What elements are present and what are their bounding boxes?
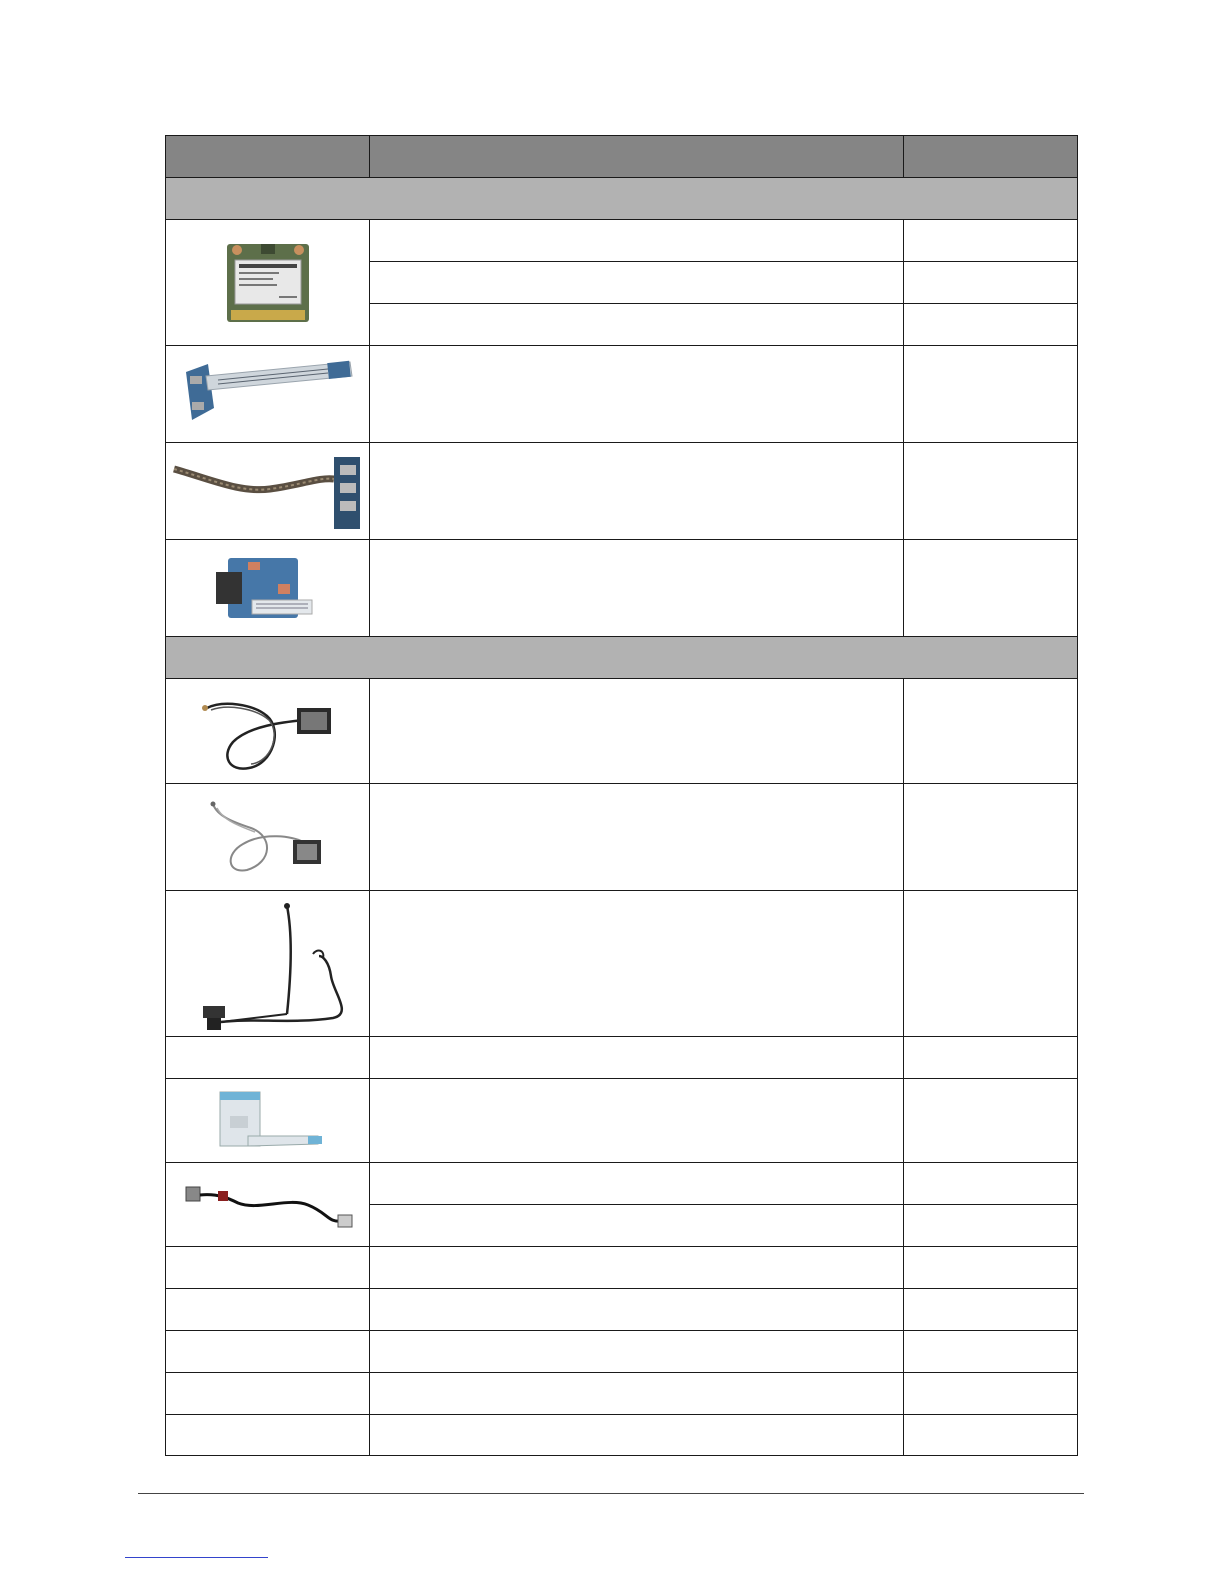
table-row: [166, 1331, 1078, 1373]
header-cell: [166, 136, 370, 178]
table-row: [166, 784, 1078, 891]
image-cell: [166, 1247, 370, 1289]
table-row: [166, 1373, 1078, 1415]
table-row: [166, 891, 1078, 1037]
image-cell: [166, 1079, 370, 1163]
image-cell: [166, 1331, 370, 1373]
part-number-cell: [904, 1373, 1078, 1415]
image-cell: [166, 784, 370, 891]
part-number-cell: [904, 1415, 1078, 1456]
usb-board-with-cable-image: [170, 449, 366, 533]
antenna-cable-image: [183, 896, 353, 1032]
description-cell: [370, 1373, 904, 1415]
section-cell: [166, 178, 1078, 220]
image-cell: [166, 540, 370, 637]
dc-in-cable-image: [178, 1175, 358, 1235]
part-number-cell: [904, 1205, 1078, 1247]
table-row: [166, 679, 1078, 784]
image-cell: [166, 1289, 370, 1331]
part-number-cell: [904, 346, 1078, 443]
description-cell: [370, 346, 904, 443]
description-cell: [370, 540, 904, 637]
description-cell: [370, 304, 904, 346]
part-number-cell: [904, 443, 1078, 540]
table-row: [166, 1079, 1078, 1163]
part-number-cell: [904, 1079, 1078, 1163]
section-row: [166, 178, 1078, 220]
part-number-cell: [904, 1037, 1078, 1079]
part-number-cell: [904, 220, 1078, 262]
image-cell: [166, 891, 370, 1037]
image-cell: [166, 1373, 370, 1415]
odd-board-with-ffc-image: [208, 548, 328, 628]
description-cell: [370, 443, 904, 540]
description-cell: [370, 1037, 904, 1079]
header-cell: [370, 136, 904, 178]
description-cell: [370, 1205, 904, 1247]
part-number-cell: [904, 1247, 1078, 1289]
description-cell: [370, 1289, 904, 1331]
table-row: [166, 443, 1078, 540]
image-cell: [166, 220, 370, 346]
part-number-cell: [904, 1163, 1078, 1205]
part-number-cell: [904, 891, 1078, 1037]
part-number-cell: [904, 1289, 1078, 1331]
table-row: [166, 540, 1078, 637]
image-cell: [166, 679, 370, 784]
section-cell: [166, 637, 1078, 679]
part-number-cell: [904, 679, 1078, 784]
image-cell: [166, 346, 370, 443]
table-row: [166, 1289, 1078, 1331]
ffc-cable-image: [208, 1086, 328, 1156]
description-cell: [370, 1079, 904, 1163]
header-cell: [904, 136, 1078, 178]
image-cell: [166, 1415, 370, 1456]
image-cell: [166, 443, 370, 540]
part-number-cell: [904, 1331, 1078, 1373]
table-row: [166, 1037, 1078, 1079]
table-row: [166, 1163, 1078, 1205]
description-cell: [370, 220, 904, 262]
table-row: [166, 1247, 1078, 1289]
image-cell: [166, 1037, 370, 1079]
part-number-cell: [904, 304, 1078, 346]
description-cell: [370, 891, 904, 1037]
parts-table: [165, 135, 1078, 1456]
camera-cable-image: [203, 792, 333, 882]
section-row: [166, 637, 1078, 679]
footer-link-underline[interactable]: [125, 1557, 268, 1558]
table-row: [166, 346, 1078, 443]
table-header-row: [166, 136, 1078, 178]
description-cell: [370, 679, 904, 784]
description-cell: [370, 1163, 904, 1205]
description-cell: [370, 784, 904, 891]
table-row: [166, 1415, 1078, 1456]
wireless-lan-card-image: [223, 242, 313, 324]
description-cell: [370, 1415, 904, 1456]
description-cell: [370, 1331, 904, 1373]
io-board-with-ffc-image: [178, 354, 358, 434]
table-row: [166, 220, 1078, 262]
part-number-cell: [904, 784, 1078, 891]
part-number-cell: [904, 262, 1078, 304]
lcd-cable-image: [193, 686, 343, 776]
description-cell: [370, 1247, 904, 1289]
footer-rule: [138, 1493, 1084, 1494]
part-number-cell: [904, 540, 1078, 637]
description-cell: [370, 262, 904, 304]
image-cell: [166, 1163, 370, 1247]
